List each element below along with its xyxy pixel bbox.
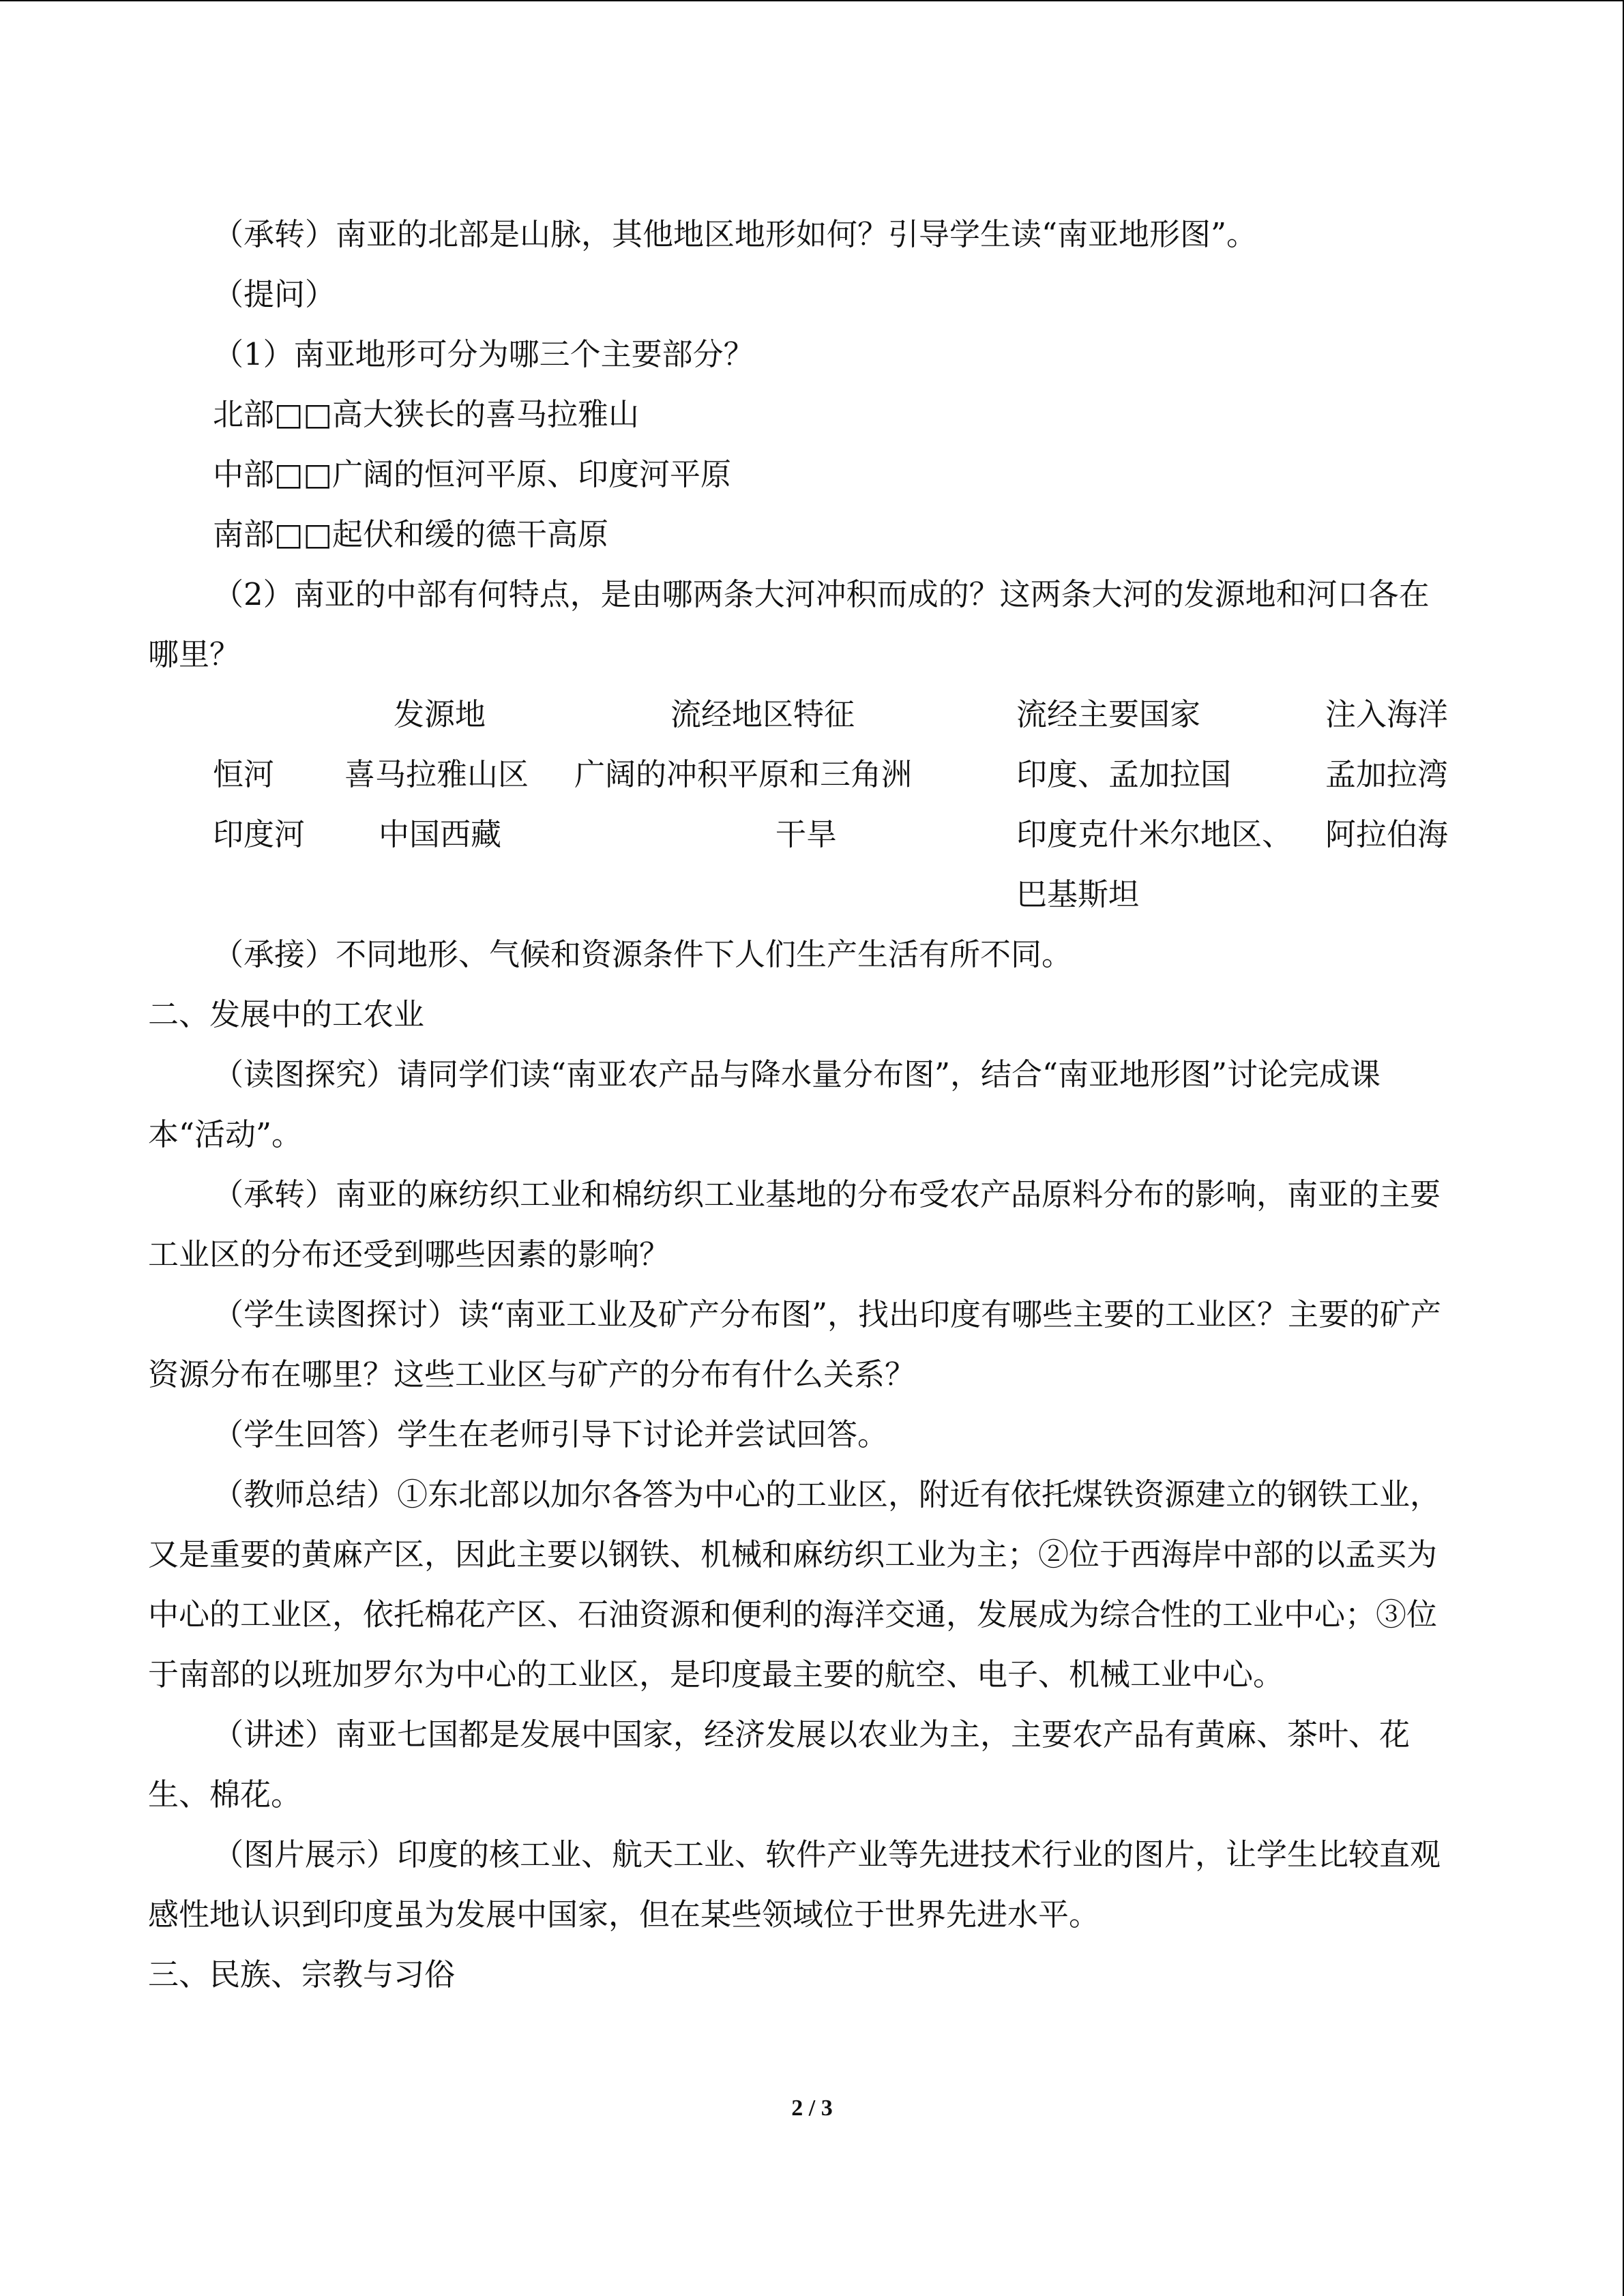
terrain-south: 南部□□起伏和缓的德干高原 (213, 516, 609, 552)
terrain-north: 北部□□高大狭长的喜马拉雅山 (213, 396, 640, 432)
paragraph-transition-terrain: （承转）南亚的北部是山脉，其他地区地形如何？引导学生读“南亚地形图”。 (213, 216, 1258, 252)
indus-countries-line2: 巴基斯坦 (1016, 876, 1140, 912)
indus-name: 印度河 (213, 816, 306, 852)
paragraph-student-map: （学生读图探讨）读“南亚工业及矿产分布图”，找出印度有哪些主要的工业区？主要的矿产资源分布在哪里？这些工业区与矿产的分布有什么关系？ (148, 1296, 1442, 1392)
paragraph-map-inquiry: （读图探究）请同学们读“南亚农产品与降水量分布图”，结合“南亚地形图”讨论完成课本“活动”。 (148, 1056, 1381, 1152)
header-feature: 流经地区特征 (670, 696, 855, 732)
page-number: 2 / 3 (791, 2096, 833, 2121)
ganges-feature: 广阔的冲积平原和三角洲 (574, 756, 913, 792)
paragraph-question-1: （1）南亚地形可分为哪三个主要部分？ (213, 336, 754, 372)
paragraph-teacher-summary: （教师总结）①东北部以加尔各答为中心的工业区，附近有依托煤铁资源建立的钢铁工业，又是重要的黄麻产区，因此主要以钢铁、机械和麻纺织工业为主；②位于西海岸中部的以孟买为中心的工业区，依托棉花产区、石油资源和便利的海洋交通，发展成为综合性的工业中心；③位于南部的以班加罗尔为中心的工业区，是印度最主要的航空、电子、机械工业中心。 (148, 1476, 1441, 1693)
indus-source: 中国西藏 (379, 816, 502, 852)
header-sea: 注入海洋 (1325, 696, 1449, 732)
indus-feature: 干旱 (776, 816, 838, 852)
paragraph-question-label: （提问） (213, 276, 336, 312)
indus-countries: 印度克什米尔地区、 (1016, 816, 1293, 852)
terrain-middle: 中部□□广阔的恒河平原、印度河平原 (213, 456, 732, 492)
paragraph-transition-industry: （承转）南亚的麻纺织工业和棉纺织工业基地的分布受农产品原料分布的影响，南亚的主要工业区的分布还受到哪些因素的影响？ (148, 1176, 1441, 1272)
ganges-name: 恒河 (213, 756, 275, 792)
paragraph-student-answer: （学生回答）学生在老师引导下讨论并尝试回答。 (213, 1416, 889, 1452)
river-table (148, 685, 1458, 925)
paragraph-narration: （讲述）南亚七国都是发展中国家，经济发展以农业为主，主要农产品有黄麻、茶叶、花生、棉花。 (148, 1716, 1411, 1813)
document-body (148, 205, 1458, 2005)
ganges-source: 喜马拉雅山区 (344, 756, 529, 792)
section-heading-3: 三、民族、宗教与习俗 (148, 1956, 456, 1993)
indus-sea: 阿拉伯海 (1325, 816, 1449, 852)
header-source: 发源地 (394, 696, 486, 732)
ganges-countries: 印度、孟加拉国 (1016, 756, 1232, 792)
paragraph-transition-life: （承接）不同地形、气候和资源条件下人们生产生活有所不同。 (213, 936, 1073, 972)
section-heading-2: 二、发展中的工农业 (148, 996, 425, 1032)
ganges-sea: 孟加拉湾 (1325, 756, 1449, 792)
paragraph-question-2: （2）南亚的中部有何特点，是由哪两条大河冲积而成的？这两条大河的发源地和河口各在哪里？ (148, 576, 1430, 672)
header-countries: 流经主要国家 (1016, 696, 1201, 732)
paragraph-image-display: （图片展示）印度的核工业、航天工业、软件产业等先进技术行业的图片，让学生比较直观感性地认识到印度虽为发展中国家，但在某些领域位于世界先进水平。 (148, 1836, 1441, 1933)
